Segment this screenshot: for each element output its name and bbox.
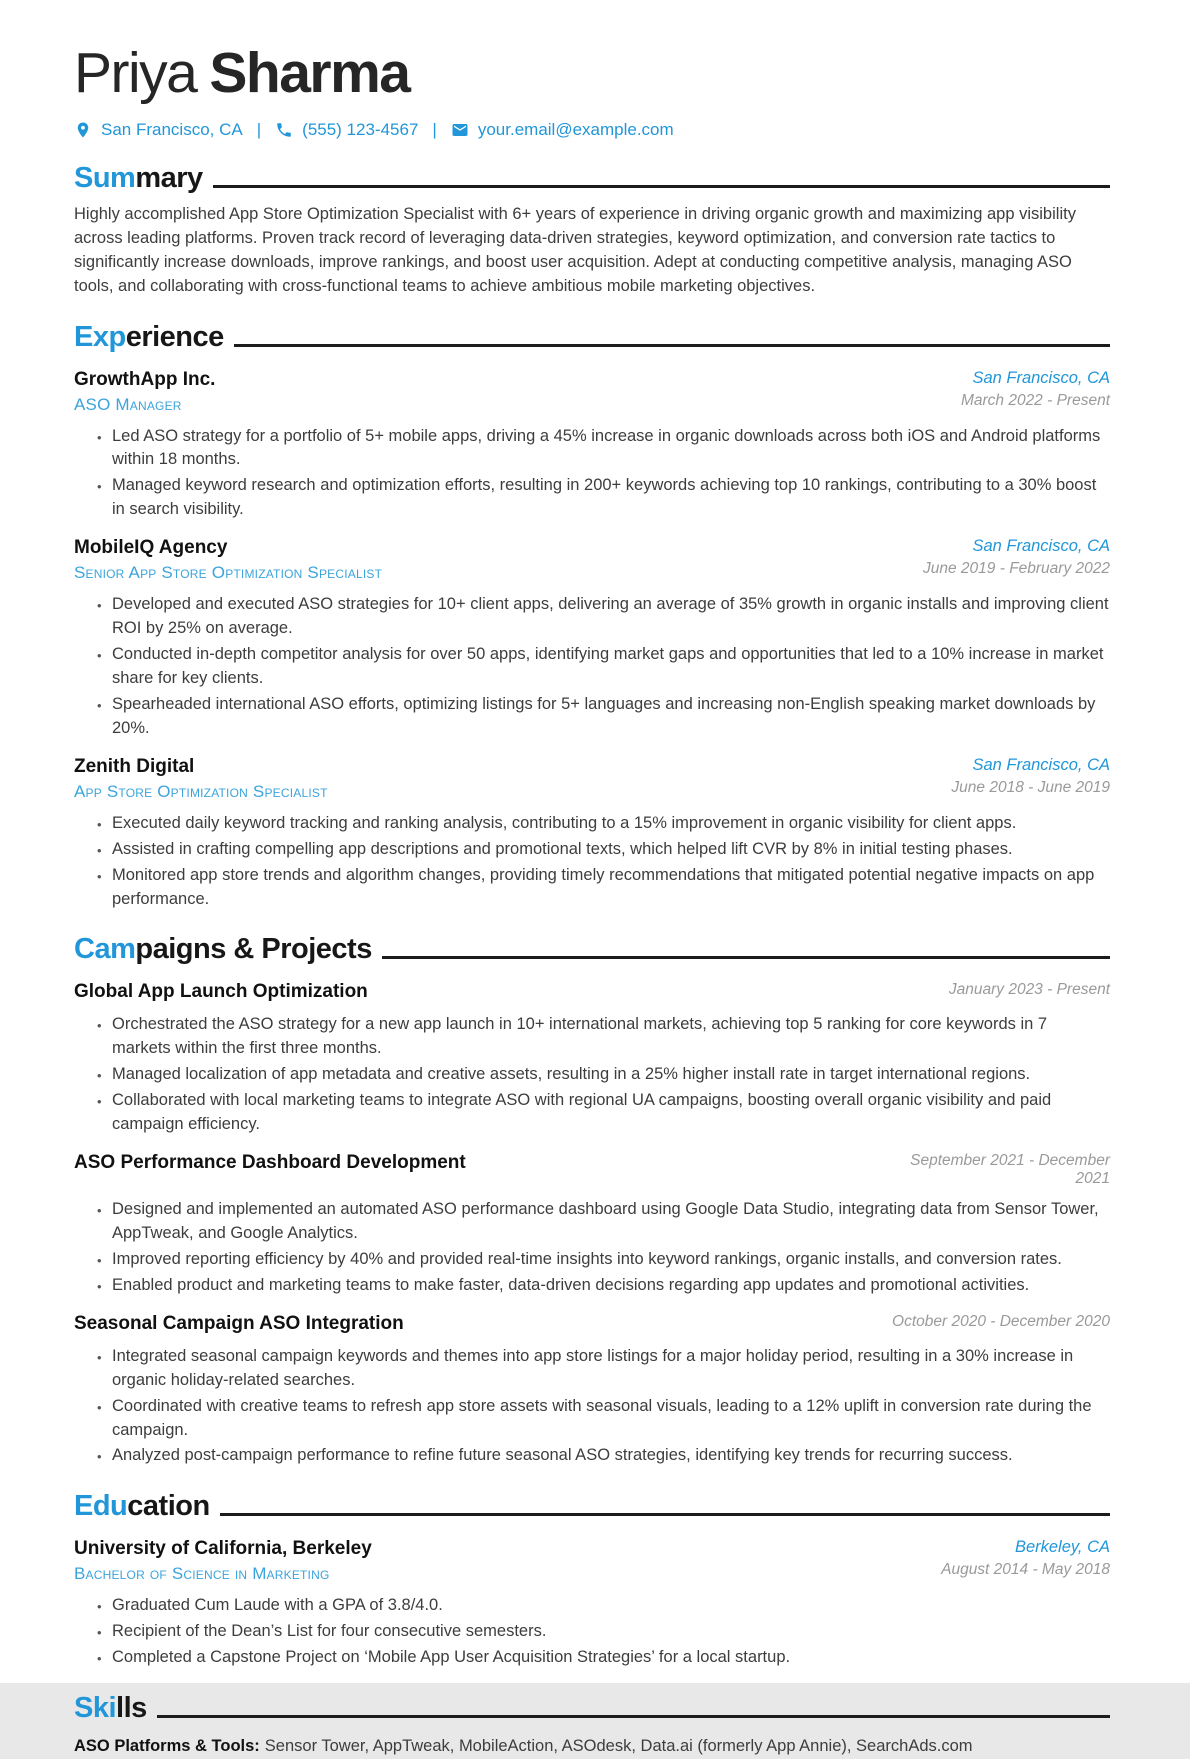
section-rule (382, 956, 1110, 959)
bullet-list (74, 812, 1110, 912)
campaigns-title (74, 933, 372, 966)
bullet-item: • Designed and implemented an automated ASO performance dashboard using Google Data Studio, integrating data from Sensor Tower, AppTweak, and Google Analytics. (97, 1198, 1110, 1246)
job-title: Senior App Store Optimization Specialist (74, 563, 383, 583)
last-name: Sharma (209, 41, 410, 105)
project-title: ASO Performance Dashboard Development (74, 1152, 466, 1174)
job-title: App Store Optimization Specialist (74, 781, 328, 801)
bullet-item: • Integrated seasonal campaign keywords and themes into app store listings for a major holiday period, resulting in a 30% increase in organic holiday-related searches. (97, 1345, 1110, 1393)
skills-title-rest: lls (116, 1692, 147, 1725)
contact-phone-item (275, 120, 418, 140)
job-location: San Francisco, CA (972, 368, 1110, 387)
bullet-item: • Executed daily keyword tracking and ranking analysis, contributing to a 15% improvement in organic visibility for client apps. (97, 812, 1110, 836)
experience-entry (74, 369, 1110, 523)
bullet-item: • Orchestrated the ASO strategy for a new app launch in 10+ international markets, achieving top 5 ranking for core keywords in 7 markets within the first three months. (97, 1013, 1110, 1061)
bullet-list (74, 593, 1110, 741)
summary-text: Highly accomplished App Store Optimization Specialist with 6+ years of experience in driving organic growth and maximizing app visibility across leading platforms. Proven track record of leveraging data-driven strategies, keyword optimization, and conversion rate tactics to significantly increase downloads, improve rankings, and boost user acquisition. Adept at conducting competitive analysis, managing ASO tools, and collaborating with cross-functional teams to achieve ambitious mobile marketing objectives. (74, 204, 1076, 295)
entry-header (74, 1152, 1110, 1188)
bullet-item: • Conducted in-depth competitor analysis for over 50 apps, identifying market gaps and opportunities that led to a 10% increase in market share for key clients. (97, 643, 1110, 691)
entry-left (74, 537, 382, 583)
entry-right (923, 537, 1110, 578)
phone-icon (275, 121, 293, 139)
section-campaigns (74, 933, 1110, 1468)
entry-header (74, 369, 1110, 415)
project-entry (74, 1313, 1110, 1469)
education-entry (74, 1538, 1110, 1670)
education-title-highlight: Edu (74, 1490, 128, 1523)
bullet-item: • Coordinated with creative teams to refresh app store assets with seasonal visuals, leading to a 12% uplift in conversion rate during the campaign. (97, 1395, 1110, 1443)
section-skills (74, 1692, 1110, 1759)
section-rule (234, 344, 1110, 347)
company-name: Zenith Digital (74, 755, 195, 777)
bullet-item: • Improved reporting efficiency by 40% and provided real-time insights into keyword rankings, organic installs, and conversion rates. (97, 1248, 1110, 1272)
entry-header (74, 756, 1110, 802)
bullet-list (74, 1013, 1110, 1137)
project-dates: October 2020 - December 2020 (892, 1312, 1110, 1330)
school-dates: August 2014 - May 2018 (941, 1561, 1110, 1579)
summary-title-rest: mary (135, 161, 203, 194)
experience-title (74, 321, 224, 354)
skills-item (74, 1735, 1110, 1759)
skills-title (74, 1692, 147, 1725)
education-title-rest: cation (127, 1490, 210, 1523)
contact-separator: | (432, 119, 437, 139)
entry-header (74, 1538, 1110, 1584)
location-pin-icon (74, 121, 92, 139)
degree: Bachelor of Science in Marketing (74, 1564, 330, 1584)
campaigns-title-highlight: Cam (74, 933, 136, 966)
company-name: GrowthApp Inc. (74, 368, 216, 390)
job-location: San Francisco, CA (972, 755, 1110, 774)
experience-heading (74, 321, 1110, 354)
entry-left (74, 756, 328, 802)
bullet-list (74, 1198, 1110, 1298)
bullet-item: • Analyzed post-campaign performance to refine future seasonal ASO strategies, identifying key trends for recurring success. (97, 1444, 1110, 1468)
section-experience (74, 321, 1110, 912)
skills-category-label: ASO Platforms & Tools: (74, 1737, 260, 1756)
education-title (74, 1490, 210, 1523)
bullet-item: • Monitored app store trends and algorithm changes, providing timely recommendations that mitigated potential negative impacts on app performance. (97, 864, 1110, 912)
first-name: Priya (74, 41, 197, 105)
project-entry (74, 981, 1110, 1137)
job-title: ASO Manager (74, 394, 182, 414)
experience-title-highlight: Exp (74, 320, 126, 353)
bullet-item: • Graduated Cum Laude with a GPA of 3.8/4.0. (97, 1594, 1110, 1618)
section-summary (74, 162, 1110, 299)
company-name: MobileIQ Agency (74, 537, 228, 559)
contact-row (74, 120, 1110, 140)
section-rule (220, 1513, 1110, 1516)
education-heading (74, 1490, 1110, 1523)
entry-right (951, 756, 1110, 797)
bullet-item: • Enabled product and marketing teams to make faster, data-driven decisions regarding app updates and promotional activities. (97, 1274, 1110, 1298)
bullet-item: • Developed and executed ASO strategies for 10+ client apps, delivering an average of 35% growth in organic installs and improving client ROI by 25% on average. (97, 593, 1110, 641)
person-name (74, 41, 1110, 105)
section-rule (157, 1715, 1110, 1718)
entry-header (74, 1313, 1110, 1335)
envelope-icon (451, 121, 469, 139)
bullet-item: • Collaborated with local marketing teams to integrate ASO with regional UA campaigns, boosting overall organic visibility and paid campaign efficiency. (97, 1089, 1110, 1137)
campaigns-heading (74, 933, 1110, 966)
experience-entry (74, 756, 1110, 912)
contact-separator: | (256, 119, 262, 139)
school-name: University of California, Berkeley (74, 1538, 372, 1560)
contact-email-item (451, 120, 674, 140)
bullet-item: • Completed a Capstone Project on ‘Mobile App User Acquisition Strategies’ for a local startup. (97, 1646, 1110, 1670)
contact-location-item (74, 120, 243, 140)
project-dates: January 2023 - Present (948, 981, 1110, 999)
entry-header (74, 981, 1110, 1003)
section-education (74, 1490, 1110, 1670)
project-dates: September 2021 - December 2021 (910, 1152, 1110, 1188)
bullet-item: • Assisted in crafting compelling app descriptions and promotional texts, which helped lift CVR by 8% in initial testing phases. (97, 838, 1110, 862)
summary-heading (74, 162, 1110, 195)
job-dates: March 2022 - Present (960, 391, 1110, 409)
bullet-list (74, 1594, 1110, 1670)
bullet-item: • Led ASO strategy for a portfolio of 5+ mobile apps, driving a 45% increase in organic downloads across both iOS and Android platforms within 18 months. (97, 425, 1110, 473)
experience-title-rest: erience (125, 320, 224, 353)
skills-category-value: Sensor Tower, AppTweak, MobileAction, ASOdesk, Data.ai (formerly App Annie), SearchAds.com (264, 1737, 973, 1756)
bullet-item: • Spearheaded international ASO efforts, optimizing listings for 5+ languages and increasing non-English speaking market downloads by 20%. (97, 693, 1110, 741)
bullet-item: • Recipient of the Dean’s List for four consecutive semesters. (97, 1620, 1110, 1644)
entry-right (941, 1538, 1110, 1579)
school-location: Berkeley, CA (1014, 1538, 1110, 1557)
bullet-item: • Managed localization of app metadata and creative assets, resulting in a 25% higher install rate in target international regions. (97, 1063, 1110, 1087)
bullet-item: • Managed keyword research and optimization efforts, resulting in 200+ keywords achieving top 10 rankings, contributing to a 30% boost in search visibility. (97, 474, 1110, 522)
entry-header (74, 537, 1110, 583)
resume-header (74, 41, 1110, 140)
entry-left (74, 369, 215, 415)
summary-title-highlight: Sum (74, 161, 136, 194)
job-dates: June 2019 - February 2022 (923, 560, 1110, 578)
section-rule (213, 185, 1110, 188)
bullet-list (74, 425, 1110, 523)
entry-left (74, 1538, 372, 1584)
project-title: Global App Launch Optimization (74, 981, 368, 1003)
project-title: Seasonal Campaign ASO Integration (74, 1312, 404, 1334)
job-location: San Francisco, CA (972, 537, 1110, 556)
job-dates: June 2018 - June 2019 (951, 778, 1110, 796)
skills-title-highlight: Ski (74, 1692, 117, 1725)
summary-title (74, 162, 203, 195)
bullet-list (74, 1345, 1110, 1469)
contact-email: your.email@example.com (477, 119, 674, 139)
contact-location: San Francisco, CA (101, 119, 243, 139)
contact-phone: (555) 123-4567 (302, 119, 419, 139)
project-entry (74, 1152, 1110, 1298)
experience-entry (74, 537, 1110, 741)
campaigns-title-rest: paigns & Projects (135, 933, 372, 966)
entry-right (961, 369, 1110, 410)
skills-heading (74, 1692, 1110, 1725)
